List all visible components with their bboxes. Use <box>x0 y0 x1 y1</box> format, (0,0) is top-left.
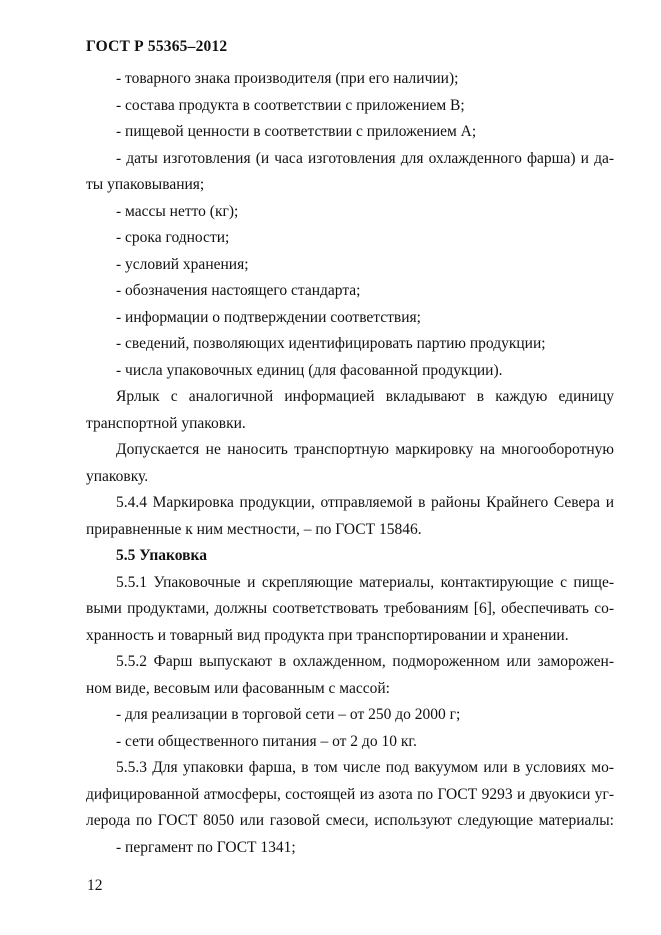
text-line: - пищевой ценности в соответствии с приложением А; <box>116 123 477 140</box>
document-header: ГОСТ Р 55365–2012 <box>86 38 228 55</box>
text-line: 5.5.1 Упаковочные и скрепляющие материалы, контактирующие с пище- <box>116 573 614 591</box>
text-line: - массы нетто (кг); <box>116 202 239 220</box>
text-line: - информации о подтверждении соответствия; <box>116 308 421 326</box>
text-line: ты упаковывания; <box>86 176 205 193</box>
text-line: - даты изготовления (и часа изготовления для охлажденного фарша) и да- <box>116 149 614 167</box>
text-line: - обозначения настоящего стандарта; <box>116 282 361 299</box>
document-body <box>86 66 614 861</box>
text-line: приравненные к ним местности, – по ГОСТ 15846. <box>86 520 422 538</box>
text-line: упаковку. <box>86 467 149 485</box>
text-line: транспортной упаковки. <box>86 414 246 432</box>
text-line: - состава продукта в соответствии с приложением В; <box>116 96 465 114</box>
text-line: - сети общественного питания – от 2 до 10 кг. <box>116 732 417 750</box>
text-line: Допускается не наносить транспортную маркировку на многооборотную <box>116 441 614 458</box>
text-line: дифицированной атмосферы, состоящей из азота по ГОСТ 9293 и двуокиси уг- <box>86 785 614 803</box>
section-heading: 5.5 Упаковка <box>116 547 207 564</box>
text-line: 5.5.2 Фарш выпускают в охлажденном, подмороженном или заморожен- <box>116 653 614 670</box>
text-line: хранность и товарный вид продукта при транспортировании и хранении. <box>86 626 569 644</box>
text-line: - срока годности; <box>116 229 230 246</box>
text-line: Ярлык с аналогичной информацией вкладывают в каждую единицу <box>116 388 614 405</box>
text-line: - сведений, позволяющих идентифицировать партию продукции; <box>116 335 546 352</box>
text-line: ном виде, весовым или фасованным с массой: <box>86 679 390 697</box>
text-line: - условий хранения; <box>116 255 249 273</box>
text-line: - числа упаковочных единиц (для фасованной продукции). <box>116 361 503 379</box>
text-line: 5.4.4 Маркировка продукции, отправляемой в районы Крайнего Севера и <box>116 494 614 511</box>
text-line: лерода по ГОСТ 8050 или газовой смеси, используют следующие материалы: <box>86 812 614 829</box>
page-number: 12 <box>87 877 103 894</box>
text-line: - пергамент по ГОСТ 1341; <box>116 838 296 856</box>
text-line: - товарного знака производителя (при его наличии); <box>116 70 459 87</box>
text-line: выми продуктами, должны соответствовать требованиям [6], обеспечивать со- <box>86 600 614 617</box>
text-line: 5.5.3 Для упаковки фарша, в том числе под вакуумом или в условиях мо- <box>116 759 614 776</box>
text-line: - для реализации в торговой сети – от 250 до 2000 г; <box>116 706 461 723</box>
